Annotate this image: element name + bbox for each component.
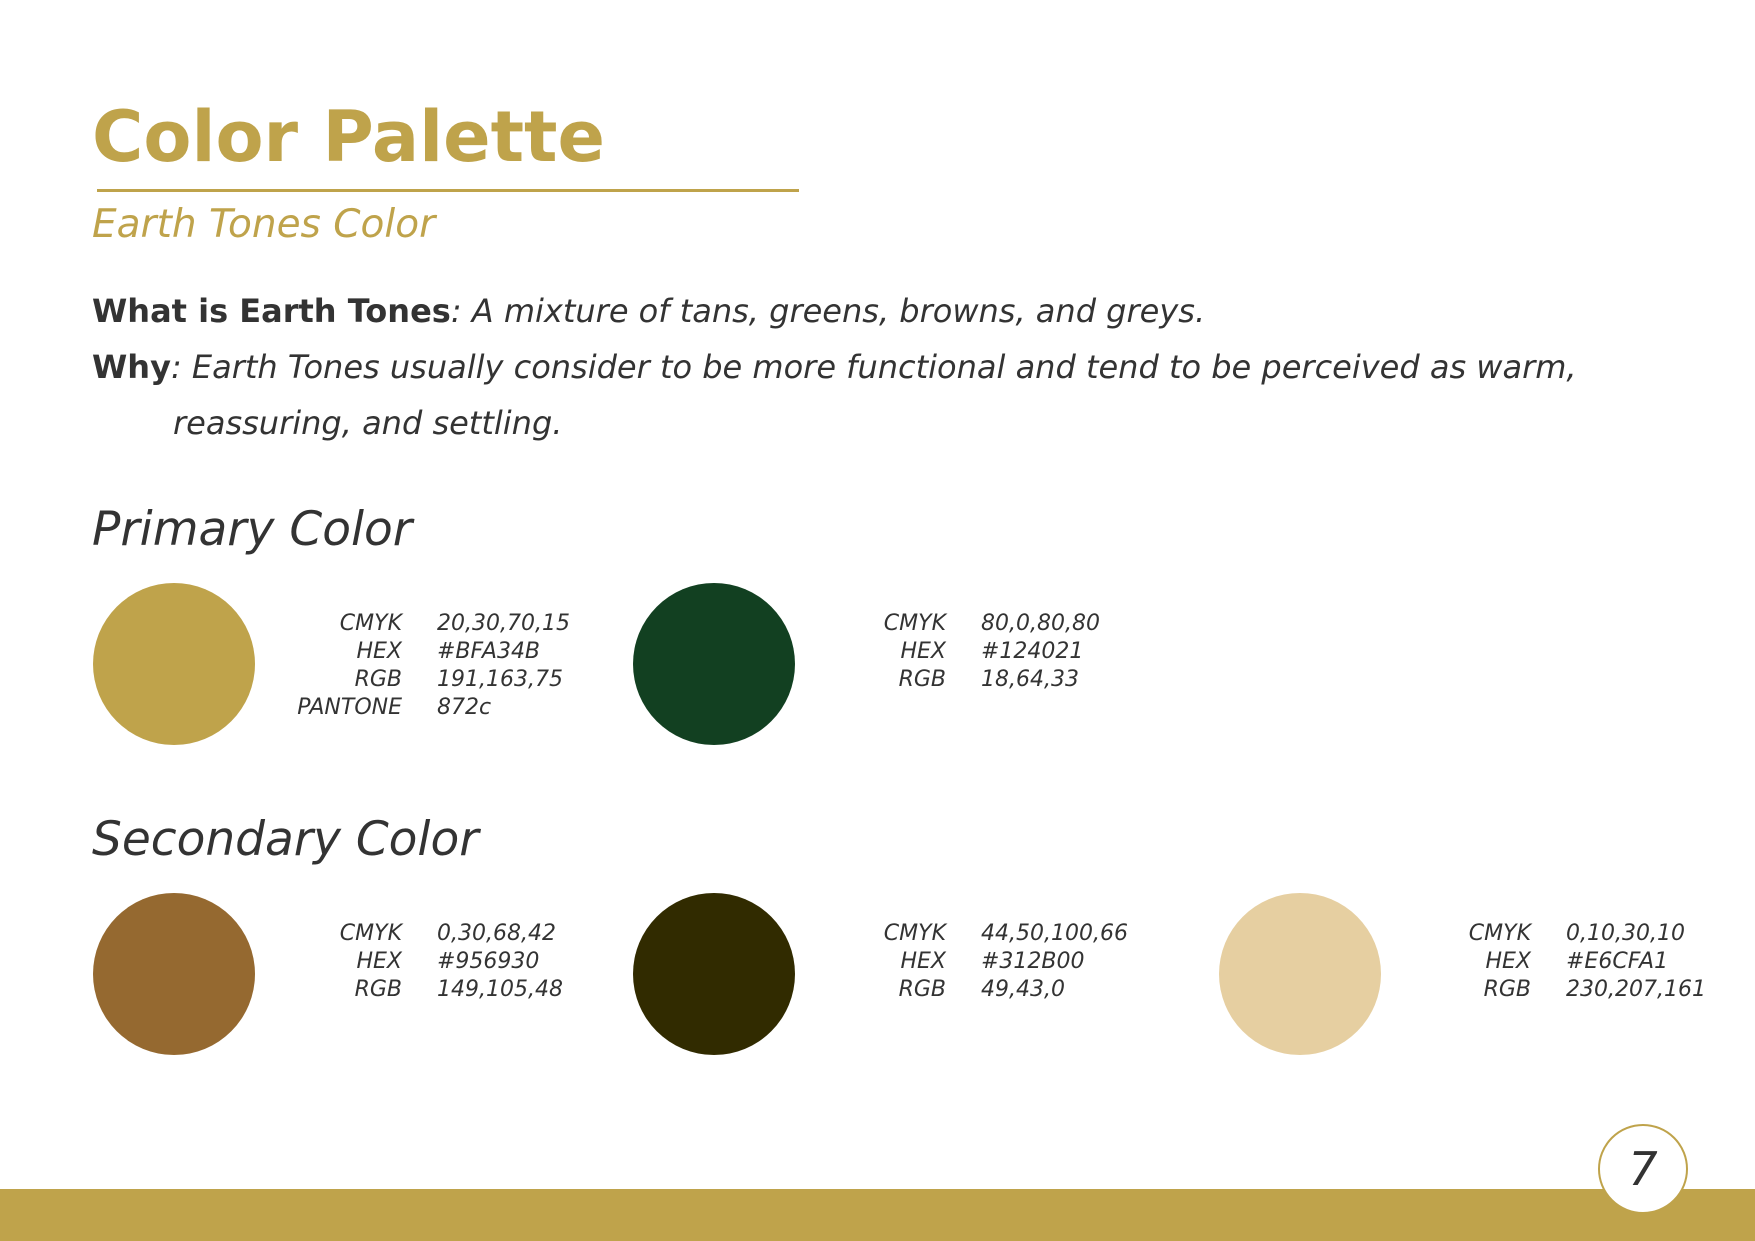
spec-row <box>836 638 1100 666</box>
color-specs-dark-olive <box>836 920 1128 1004</box>
color-swatch-beige <box>1219 893 1381 1055</box>
spec-row <box>292 948 563 976</box>
spec-value: 0,30,68,42 <box>437 921 556 946</box>
spec-value: #E6CFA1 <box>1566 949 1669 974</box>
secondary-color-heading: Secondary Color <box>92 812 479 867</box>
spec-key: HEX <box>1485 949 1531 974</box>
spec-row <box>836 920 1128 948</box>
spec-key: RGB <box>898 667 946 692</box>
spec-key: RGB <box>898 977 946 1002</box>
spec-key: CMYK <box>1468 921 1531 946</box>
color-swatch-green <box>633 583 795 745</box>
page-number-badge <box>1598 1124 1688 1214</box>
spec-row <box>292 610 570 638</box>
spec-value: 149,105,48 <box>437 977 563 1002</box>
spec-row <box>1421 920 1706 948</box>
spec-value: #BFA34B <box>437 639 541 664</box>
color-specs-beige <box>1421 920 1706 1004</box>
spec-key: PANTONE <box>297 695 402 720</box>
page-number: 7 <box>1628 1142 1658 1196</box>
spec-row <box>292 976 563 1004</box>
color-specs-brown <box>292 920 563 1004</box>
spec-row <box>836 976 1128 1004</box>
spec-key: CMYK <box>883 611 946 636</box>
spec-value: 191,163,75 <box>437 667 563 692</box>
spec-value: 872c <box>437 695 492 720</box>
what-label: What is Earth Tones <box>92 292 451 330</box>
spec-value: #312B00 <box>981 949 1085 974</box>
title-underline <box>97 189 799 192</box>
spec-key: RGB <box>1483 977 1531 1002</box>
color-specs-green <box>836 610 1100 694</box>
spec-row <box>292 666 570 694</box>
spec-row <box>836 948 1128 976</box>
what-text: : A mixture of tans, greens, browns, and greys. <box>450 292 1206 330</box>
color-swatch-brown <box>93 893 255 1055</box>
what-line <box>92 291 1205 331</box>
color-specs-gold <box>292 610 570 722</box>
spec-row <box>1421 976 1706 1004</box>
spec-row <box>836 610 1100 638</box>
why-text: : Earth Tones usually consider to be more functional and tend to be perceived as warm, <box>170 348 1577 386</box>
spec-row <box>292 638 570 666</box>
spec-key: CMYK <box>339 921 402 946</box>
spec-key: CMYK <box>883 921 946 946</box>
spec-key: HEX <box>356 949 402 974</box>
color-swatch-dark-olive <box>633 893 795 1055</box>
primary-color-heading: Primary Color <box>92 502 413 557</box>
spec-value: 0,10,30,10 <box>1566 921 1685 946</box>
spec-value: 20,30,70,15 <box>437 611 570 636</box>
color-swatch-gold <box>93 583 255 745</box>
spec-row <box>1421 948 1706 976</box>
spec-value: 18,64,33 <box>981 667 1079 692</box>
spec-row <box>292 920 563 948</box>
why-line <box>92 347 1577 387</box>
spec-row <box>836 666 1100 694</box>
spec-value: 80,0,80,80 <box>981 611 1100 636</box>
page-title: Color Palette <box>92 96 605 178</box>
spec-key: CMYK <box>339 611 402 636</box>
spec-value: #956930 <box>437 949 540 974</box>
spec-key: HEX <box>356 639 402 664</box>
spec-key: RGB <box>354 667 402 692</box>
spec-key: RGB <box>354 977 402 1002</box>
why-text-continued: reassuring, and settling. <box>173 404 563 442</box>
spec-value: 230,207,161 <box>1566 977 1706 1002</box>
why-label: Why <box>92 348 171 386</box>
spec-value: 49,43,0 <box>981 977 1065 1002</box>
spec-key: HEX <box>900 639 946 664</box>
spec-value: #124021 <box>981 639 1084 664</box>
why-line-continued <box>173 403 562 443</box>
spec-row <box>292 694 570 722</box>
spec-key: HEX <box>900 949 946 974</box>
footer-band <box>0 1189 1755 1241</box>
spec-value: 44,50,100,66 <box>981 921 1128 946</box>
page-subtitle: Earth Tones Color <box>92 202 436 247</box>
